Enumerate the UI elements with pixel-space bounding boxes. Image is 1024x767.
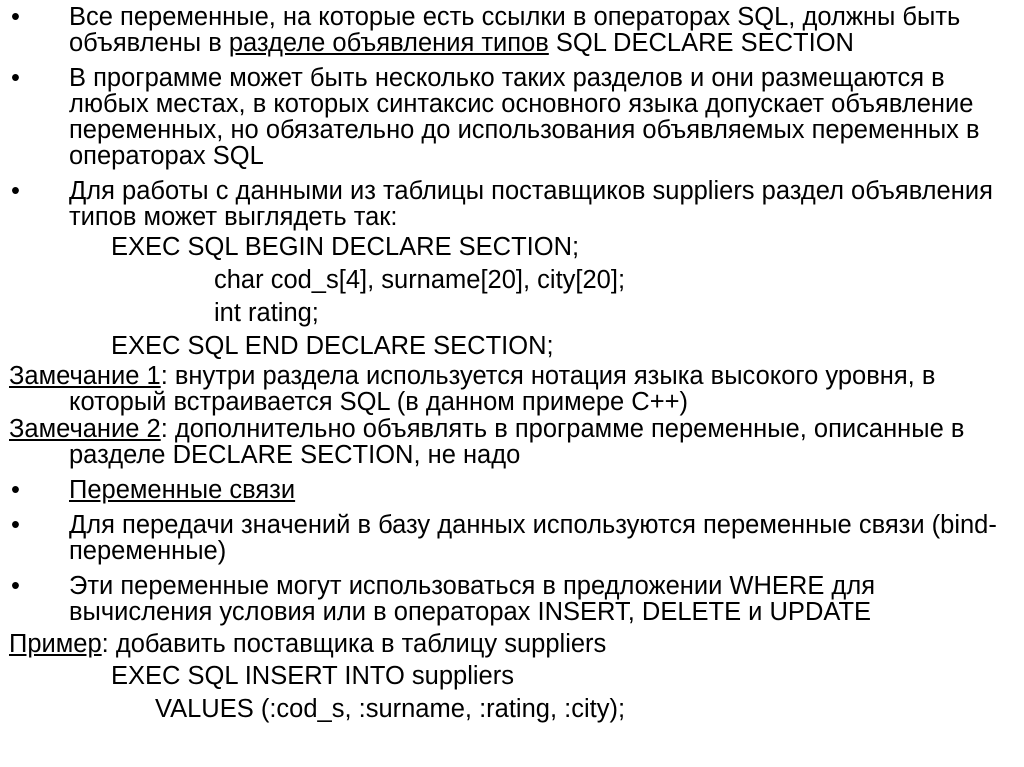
bullet-item-declare-section: [0, 4, 1024, 56]
example-line: [0, 631, 1024, 657]
note-1-label: Замечание 1: [9, 362, 161, 390]
bullet-text: Для передачи значений в базу данных используются переменные связи (bind-переменные): [69, 511, 997, 565]
example-label: Пример: [9, 630, 102, 658]
slide-content: [0, 4, 1024, 729]
bullet-icon: •: [11, 476, 20, 504]
bullet-icon: •: [11, 511, 20, 539]
note-1-text: : внутри раздела используется нотация языка высокого уровня, в который встраивается SQL (в данном примере С++): [69, 362, 936, 416]
bullet-text: SQL DECLARE SECTION: [548, 29, 854, 57]
bullet-item-where-usage: [0, 573, 1024, 625]
note-2: [0, 416, 1024, 468]
bullet-icon: •: [11, 64, 20, 92]
note-2-text: : дополнительно объявлять в программе переменные, описанные в разделе DECLARE SECTION, не надо: [69, 415, 965, 469]
bullet-item-suppliers-declare: [0, 178, 1024, 230]
bullet-text: Для работы с данными из таблицы поставщиков suppliers раздел объявления типов может выглядеть так:: [69, 177, 993, 231]
bullet-icon: •: [11, 572, 20, 600]
code-line-insert-into: EXEC SQL INSERT INTO suppliers: [111, 662, 514, 690]
code-line-end-declare: EXEC SQL END DECLARE SECTION;: [111, 332, 554, 360]
bullet-icon: •: [11, 3, 20, 31]
bullet-item-pass-values: [0, 512, 1024, 564]
note-2-label: Замечание 2: [9, 415, 161, 443]
code-line-int-var: int rating;: [214, 299, 319, 327]
bullet-text: В программе может быть несколько таких разделов и они размещаются в любых местах, в которых синтаксис основного языка допускает объявление переменных, но обязательно до использования объявляемых переменных в операторах SQL: [69, 64, 980, 170]
code-line-values: VALUES (:cod_s, :surname, :rating, :city);: [155, 695, 626, 723]
example-text: : добавить поставщика в таблицу suppliers: [101, 630, 607, 658]
code-line-begin-declare: EXEC SQL BEGIN DECLARE SECTION;: [111, 233, 580, 261]
bullet-item-multiple-sections: [0, 65, 1024, 169]
code-line-char-vars: char cod_s[4], surname[20], city[20];: [214, 266, 626, 294]
note-1: [0, 363, 1024, 415]
bind-variables-heading: Переменные связи: [69, 476, 296, 504]
bullet-text: Все переменные, на которые есть ссылки в операторах SQL, должны быть объявлены в: [69, 3, 961, 57]
bullet-item-bind-variables: [0, 477, 1024, 503]
bullet-text: Эти переменные могут использоваться в предложении WHERE для вычисления условия или в операторах INSERT, DELETE и UPDATE: [69, 572, 876, 626]
bullet-icon: •: [11, 177, 20, 205]
declare-section-link-text: разделе объявления типов: [228, 29, 549, 57]
